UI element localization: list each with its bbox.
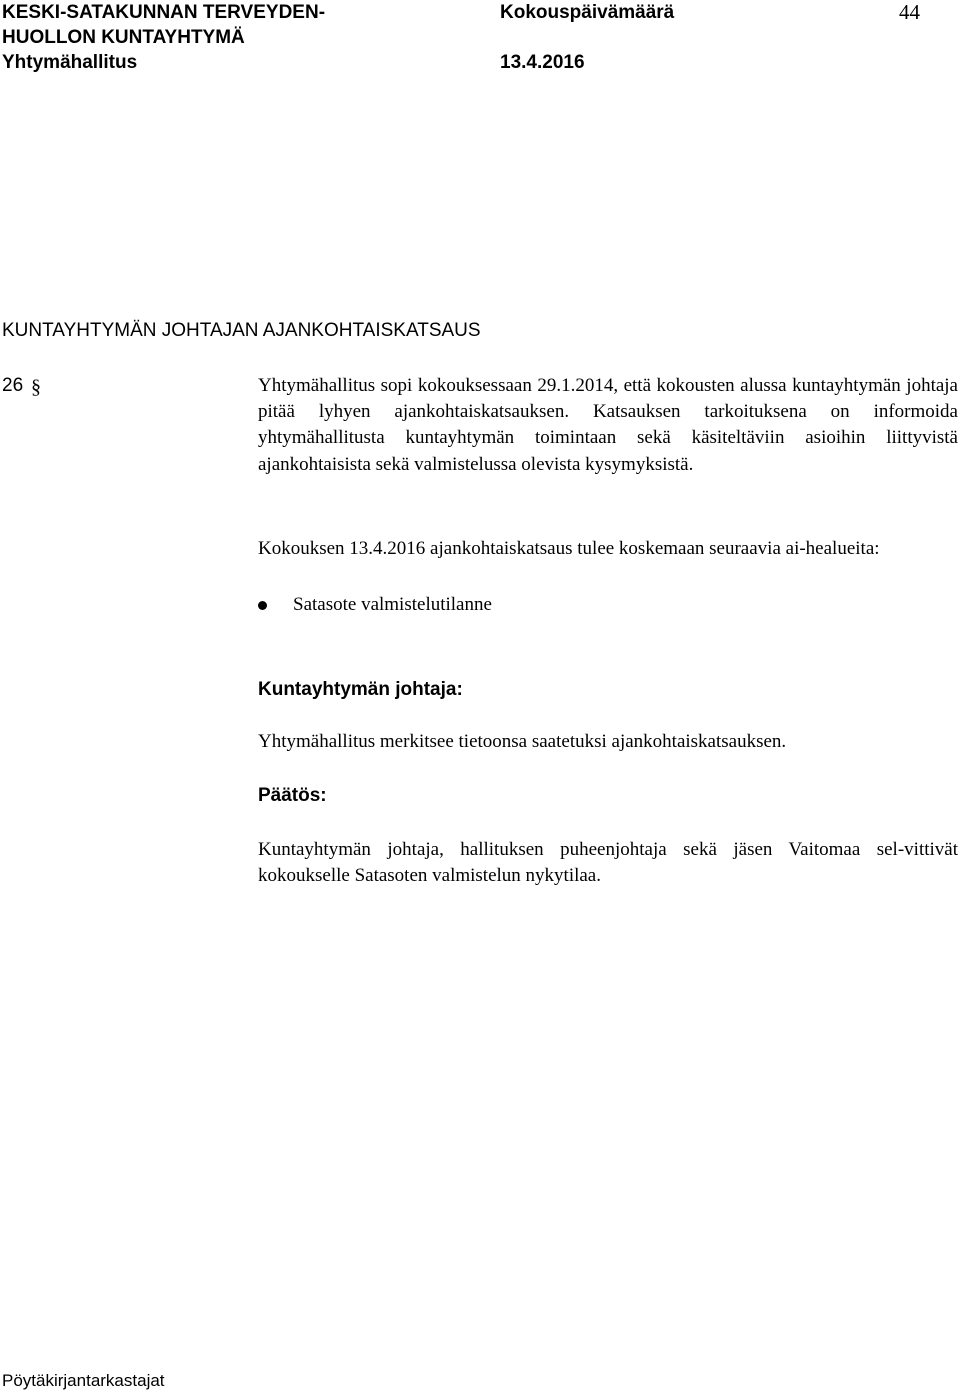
header-date-label: Kokouspäivämäärä [500,2,675,23]
paragraph-agenda: Kokouksen 13.4.2016 ajankohtaiskatsaus tulee koskemaan seuraavia ai-healueita: [258,538,880,559]
header-org-line1: KESKI-SATAKUNNAN TERVEYDEN- [2,2,326,23]
footer-label: Pöytäkirjantarkastajat [2,1371,165,1390]
decision-heading: Päätös: [258,785,327,806]
header-date-block [500,0,674,75]
document-title: KUNTAYHTYMÄN JOHTAJAN AJANKOHTAISKATSAUS [2,320,481,341]
decision-text: Kuntayhtymän johtaja, hallituksen puheenjohtaja sekä jäsen Vaitomaa sel-vittivät kokoukselle Satasoten valmistelun nykytilaa. [258,839,958,887]
paragraph-background: Yhtymähallitus sopi kokouksessaan 29.1.2014, että kokousten alussa kuntayhtymän johtaja pitää lyhyen ajankohtaiskatsauksen. Katsauksen tarkoituksena on informoida yhtymähallitusta kuntayhtymän toimintaan sekä käsiteltäviin asioihin liittyvistä ajankohtaisista sekä valmistelussa olevista kysymyksistä. [258,375,958,475]
bullet-item: Satasote valmistelutilanne [293,594,492,615]
header-date-value: 13.4.2016 [500,52,585,73]
header-org-line2: HUOLLON KUNTAYHTYMÄ [2,27,245,48]
section-number: 26 [2,375,24,396]
page-number: 44 [899,0,920,24]
bullet-dot-icon [258,601,267,610]
proposal-text: Yhtymähallitus merkitsee tietoonsa saatetuksi ajankohtaiskatsauksen. [258,731,787,752]
proposal-heading: Kuntayhtymän johtaja: [258,679,463,700]
section-sign: § [31,376,41,398]
header-body-name: Yhtymähallitus [2,52,138,73]
header-organization [2,0,325,75]
